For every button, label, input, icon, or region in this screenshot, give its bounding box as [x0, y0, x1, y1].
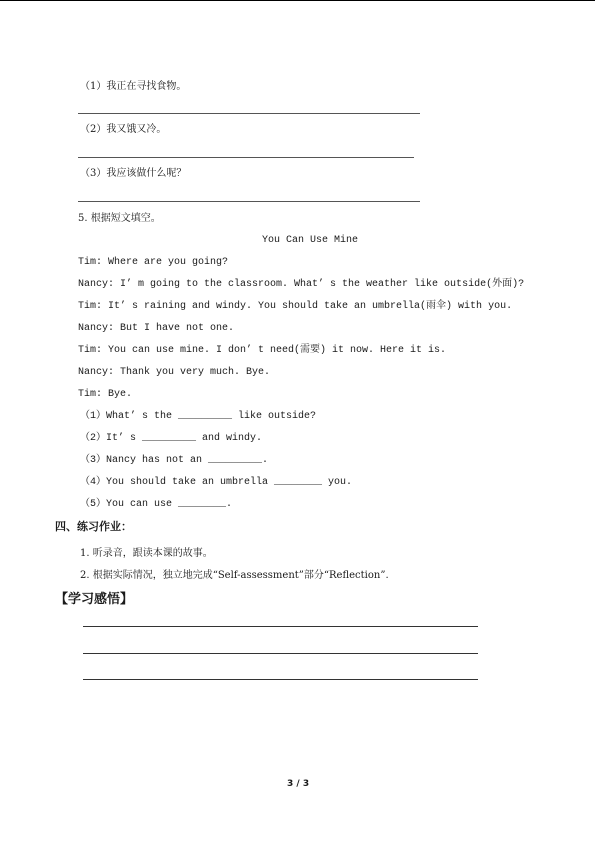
- page-number: 3 / 3: [287, 779, 310, 789]
- answer-line-2: [78, 157, 414, 158]
- reflection-line-2: [83, 653, 478, 654]
- page-top-border: [0, 0, 595, 1]
- fill-blank-question: （3）Nancy has not an _________.: [80, 455, 269, 466]
- fill-blank-question: （5）You can use ________.: [80, 499, 233, 510]
- answer-line-3: [78, 201, 420, 202]
- answer-line-1: [78, 113, 420, 114]
- dialogue-line: Tim: You can use mine. I don’ t need(需要) it now. Here it is.: [78, 345, 447, 356]
- dialogue-line: Nancy: Thank you very much. Bye.: [78, 367, 271, 378]
- translation-question-3: （3）我应该做什么呢？: [80, 168, 187, 179]
- homework-item: 2. 根据实际情况，独立地完成“Self-assessment”部分“Reflection”.: [80, 570, 389, 581]
- dialogue-line: Nancy: I’ m going to the classroom. What’ s the weather like outside(外面)?: [78, 279, 525, 290]
- fill-blank-question: （4）You should take an umbrella ________ you.: [80, 477, 353, 488]
- homework-item: 1. 听录音，跟读本课的故事。: [80, 548, 213, 559]
- dialogue-line: Nancy: But I have not one.: [78, 323, 235, 334]
- translation-question-1: （1）我正在寻找食物。: [80, 81, 187, 92]
- passage-title: You Can Use Mine: [262, 235, 359, 246]
- homework-heading: 四、练习作业：: [55, 520, 132, 533]
- section-5-heading: 5. 根据短文填空。: [78, 213, 161, 224]
- reflection-line-3: [83, 679, 478, 680]
- dialogue-line: Tim: Bye.: [78, 389, 133, 400]
- fill-blank-question: （1）What’ s the _________ like outside?: [80, 411, 317, 422]
- dialogue-line: Tim: Where are you going?: [78, 257, 229, 268]
- dialogue-line: Tim: It’ s raining and windy. You should take an umbrella(雨伞) with you.: [78, 301, 513, 312]
- fill-blank-question: （2）It’ s _________ and windy.: [80, 433, 263, 444]
- reflection-heading: 【学习感悟】: [55, 592, 134, 607]
- translation-question-2: （2）我又饿又冷。: [80, 124, 167, 135]
- reflection-line-1: [83, 626, 478, 627]
